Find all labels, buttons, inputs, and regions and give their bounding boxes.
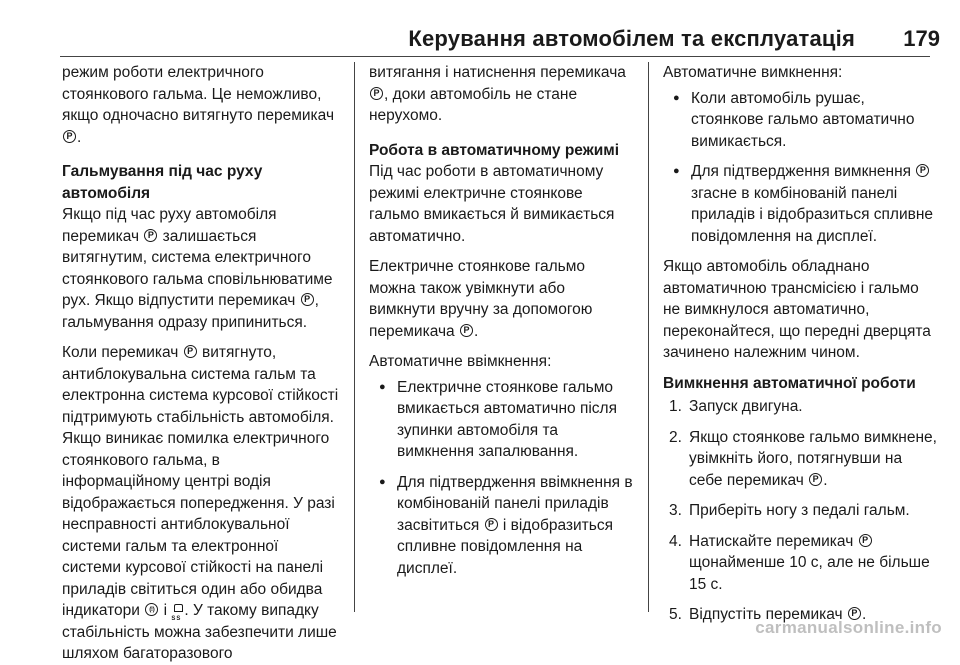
column-divider bbox=[354, 62, 355, 612]
parking-brake-icon bbox=[460, 324, 473, 337]
watermark: carmanualsonline.info bbox=[755, 618, 942, 637]
parking-brake-icon bbox=[809, 473, 822, 486]
list-item bbox=[663, 161, 939, 247]
parking-brake-icon bbox=[916, 164, 929, 177]
list-item bbox=[663, 427, 939, 492]
paragraph: Автоматичне ввімкнення: bbox=[369, 353, 552, 370]
text: Відпустіть перемикач bbox=[689, 606, 843, 623]
text: Коли перемикач bbox=[62, 344, 179, 361]
text: Якщо стоянкове гальмо вимкнене, увімкніть його, потягнувши на себе перемикач bbox=[689, 428, 937, 489]
list-item bbox=[663, 396, 939, 418]
text: Для підтвердження вимкнення bbox=[691, 163, 912, 180]
page-number: 179 bbox=[903, 26, 940, 51]
header-divider bbox=[60, 56, 930, 57]
abs-warning-icon bbox=[145, 603, 158, 616]
paragraph bbox=[62, 342, 340, 665]
column-right bbox=[663, 62, 939, 635]
bullet-list bbox=[663, 88, 939, 248]
section-heading: Вимкнення автоматичної роботи bbox=[663, 374, 916, 392]
step-number: 1. bbox=[669, 398, 682, 415]
text: , доки автомобіль не стане нерухомо. bbox=[369, 85, 578, 124]
parking-brake-icon bbox=[144, 229, 157, 242]
paragraph bbox=[62, 204, 340, 333]
paragraph: Якщо автомобіль обладнано автоматичною трансмісією і гальмо не вимкнулося автоматично, переконайтеся, що передні дверцята зачинено належним чином. bbox=[663, 258, 931, 361]
bullet-list bbox=[369, 377, 635, 580]
column-middle bbox=[369, 62, 635, 588]
paragraph bbox=[369, 62, 635, 127]
paragraph bbox=[369, 256, 635, 342]
text: Приберіть ногу з педалі гальм. bbox=[689, 502, 910, 519]
text: . bbox=[77, 128, 82, 146]
paragraph: Автоматичне вимкнення: bbox=[663, 64, 843, 81]
parking-brake-icon bbox=[184, 345, 197, 358]
numbered-list bbox=[663, 396, 939, 626]
column-left bbox=[62, 62, 340, 665]
text: Якщо під час руху автомобіля перемикач bbox=[62, 206, 277, 245]
parking-brake-icon bbox=[301, 293, 314, 306]
text: Натискайте перемикач bbox=[689, 532, 854, 550]
text: , гальмування одразу припиниться. bbox=[62, 292, 319, 331]
text: згасне в комбінованій панелі приладів і відобразиться спливне повідомлення на дисплеї. bbox=[691, 184, 934, 245]
text: режим роботи електричного стоянкового гальма. Це неможливо, якщо одночасно витягнуто перемикач bbox=[62, 64, 335, 124]
text: . bbox=[823, 471, 828, 489]
text: Електричне стоянкове гальмо можна також увімкнути або вимкнути вручну за допомогою перемикача bbox=[369, 258, 593, 340]
text: Запуск двигуна. bbox=[689, 398, 803, 415]
parking-brake-icon bbox=[859, 534, 872, 547]
section-heading: Гальмування під час руху автомобіля bbox=[62, 163, 263, 202]
step-number: 3. bbox=[669, 502, 682, 519]
column-divider bbox=[648, 62, 649, 612]
parking-brake-icon bbox=[485, 518, 498, 531]
list-item bbox=[663, 500, 939, 522]
list-item bbox=[369, 472, 635, 580]
page-title: Керування автомобілем та експлуатація bbox=[408, 26, 855, 51]
text: і bbox=[163, 602, 168, 619]
paragraph: Під час роботи в автоматичному режимі електричне стоянкове гальмо вмикається й вимикається автоматично. bbox=[369, 163, 615, 245]
esc-icon bbox=[171, 603, 184, 617]
list-item: ● Коли автомобіль рушає, стоянкове гальмо автоматично вимикається. bbox=[663, 88, 939, 153]
text: . bbox=[473, 322, 479, 340]
step-number: 4. bbox=[669, 532, 682, 550]
text: Для підтвердження ввімкнення в комбінованій панелі приладів засвітиться bbox=[397, 473, 633, 534]
step-number: 2. bbox=[669, 428, 682, 446]
text: і відобразиться спливне повідомлення на дисплеї. bbox=[397, 516, 613, 577]
parking-brake-icon bbox=[63, 130, 76, 143]
list-item bbox=[663, 531, 939, 596]
parking-brake-icon bbox=[370, 87, 383, 100]
step-number: 5. bbox=[669, 606, 682, 623]
text: . У такому випадку стабільність можна забезпечити лише шляхом багаторазового bbox=[62, 602, 337, 662]
text: залишається витягнутим, система електричного стоянкового гальма сповільнюватиме рух. Якщо відпустити перемикач bbox=[62, 227, 333, 309]
text: витягнуто, антиблокувальна система гальм та електронна система курсової стійкості підтримують стабільність автомобіля. Якщо виникає помилка електричного стоянкового гальма, в інформаційному центрі водія відображається попередження. У разі несправності антиблокувальної системи гальм та електронної системи курсової стійкості на панелі приладів світиться один або обидва індикатори bbox=[62, 344, 339, 619]
list-item: ● Електричне стоянкове гальмо вмикається автоматично після зупинки автомобіля та вимкнення запалювання. bbox=[369, 377, 635, 463]
section-heading: Робота в автоматичному режимі bbox=[369, 141, 620, 159]
text: витягання і натиснення перемикача bbox=[369, 64, 626, 81]
text: . bbox=[861, 606, 867, 623]
paragraph bbox=[62, 62, 340, 148]
text: щонайменше 10 с, але не більше 15 с. bbox=[689, 554, 930, 593]
